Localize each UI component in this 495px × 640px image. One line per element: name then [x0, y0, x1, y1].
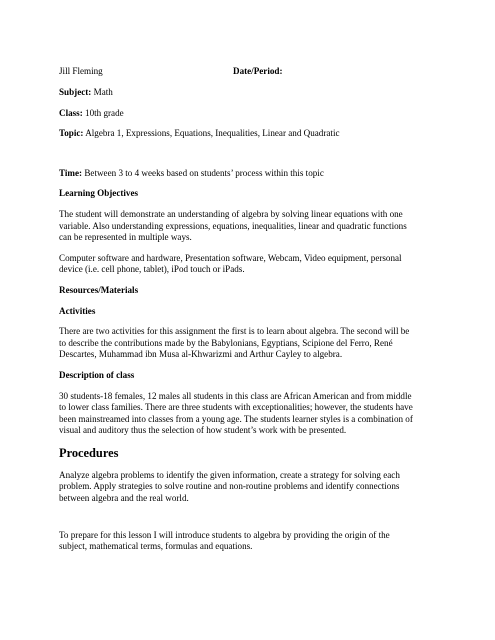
materials-line: Computer software and hardware, Presentation software, Webcam, Video equipment, personal	[59, 252, 402, 263]
class-value: 10th grade	[82, 107, 124, 118]
class-line	[59, 108, 439, 120]
document-page	[59, 66, 439, 553]
author-name: Jill Fleming	[59, 66, 103, 76]
topic-line	[59, 128, 439, 140]
activities-line: to describe the contributions made by the Babylonians, Egyptians, Scipione del Ferro, René	[59, 337, 393, 348]
prepare-paragraph	[59, 530, 439, 553]
topic-value: Algebra 1, Expressions, Equations, Inequalities, Linear and Quadratic	[83, 128, 340, 139]
topic-label: Topic:	[59, 128, 84, 139]
time-label: Time:	[59, 167, 83, 178]
description-heading: Description of class	[59, 369, 135, 380]
description-line: 30 students-18 females, 12 males all students in this class are African American and from middle	[59, 390, 412, 401]
subject-value: Math	[91, 87, 113, 97]
description-line: to lower class families. There are three students with exceptionalities; however, the students have	[59, 402, 413, 413]
materials-line: device (i.e. cell phone, tablet), iPod touch or iPads.	[59, 264, 245, 275]
resources-heading: Resources/Materials	[59, 284, 139, 295]
description-line: been mainstreamed into classes from a young age. The students learner styles is a combination of	[59, 413, 413, 424]
prepare-line: subject, mathematical terms, formulas and equations.	[59, 541, 253, 552]
description-paragraph	[59, 391, 439, 437]
learning-objectives-line: variable. Also understanding expressions, equations, inequalities, linear and quadratic functions	[59, 220, 407, 231]
class-label: Class:	[59, 107, 83, 118]
procedures-line: between algebra and the real world.	[59, 493, 189, 504]
procedures-line: problem. Apply strategies to solve routine and non-routine problems and identify connections	[59, 481, 400, 492]
activities-heading: Activities	[59, 305, 96, 316]
procedures-paragraph	[59, 470, 439, 505]
time-value: Between 3 to 4 weeks based on students’ process within this topic	[82, 167, 324, 178]
learning-objectives-line: can be represented in multiple ways.	[59, 232, 192, 243]
learning-objectives-heading: Learning Objectives	[59, 188, 139, 199]
procedures-heading: Procedures	[59, 445, 119, 460]
description-line: visual and auditory thus the selection of how student’s work with be presented.	[59, 425, 347, 436]
activities-line: There are two activities for this assignment the first is to learn about algebra. The second will be	[59, 326, 410, 337]
header-row	[59, 66, 439, 78]
prepare-line: To prepare for this lesson I will introduce students to algebra by providing the origin of the	[59, 529, 390, 540]
learning-objectives-line: The student will demonstrate an understanding of algebra by solving linear equations with one	[59, 208, 403, 219]
materials-paragraph	[59, 253, 439, 276]
activities-paragraph	[59, 326, 439, 361]
subject-label: Subject:	[59, 87, 92, 97]
activities-line: Descartes, Muhammad ibn Musa al-Khwarizmi and Arthur Cayley to algebra.	[59, 349, 343, 360]
procedures-line: Analyze algebra problems to identify the given information, create a strategy for solving each	[59, 469, 400, 480]
subject-line	[59, 87, 439, 99]
time-line	[59, 168, 439, 180]
learning-objectives-paragraph	[59, 209, 439, 244]
date-period-label: Date/Period:	[233, 66, 283, 76]
